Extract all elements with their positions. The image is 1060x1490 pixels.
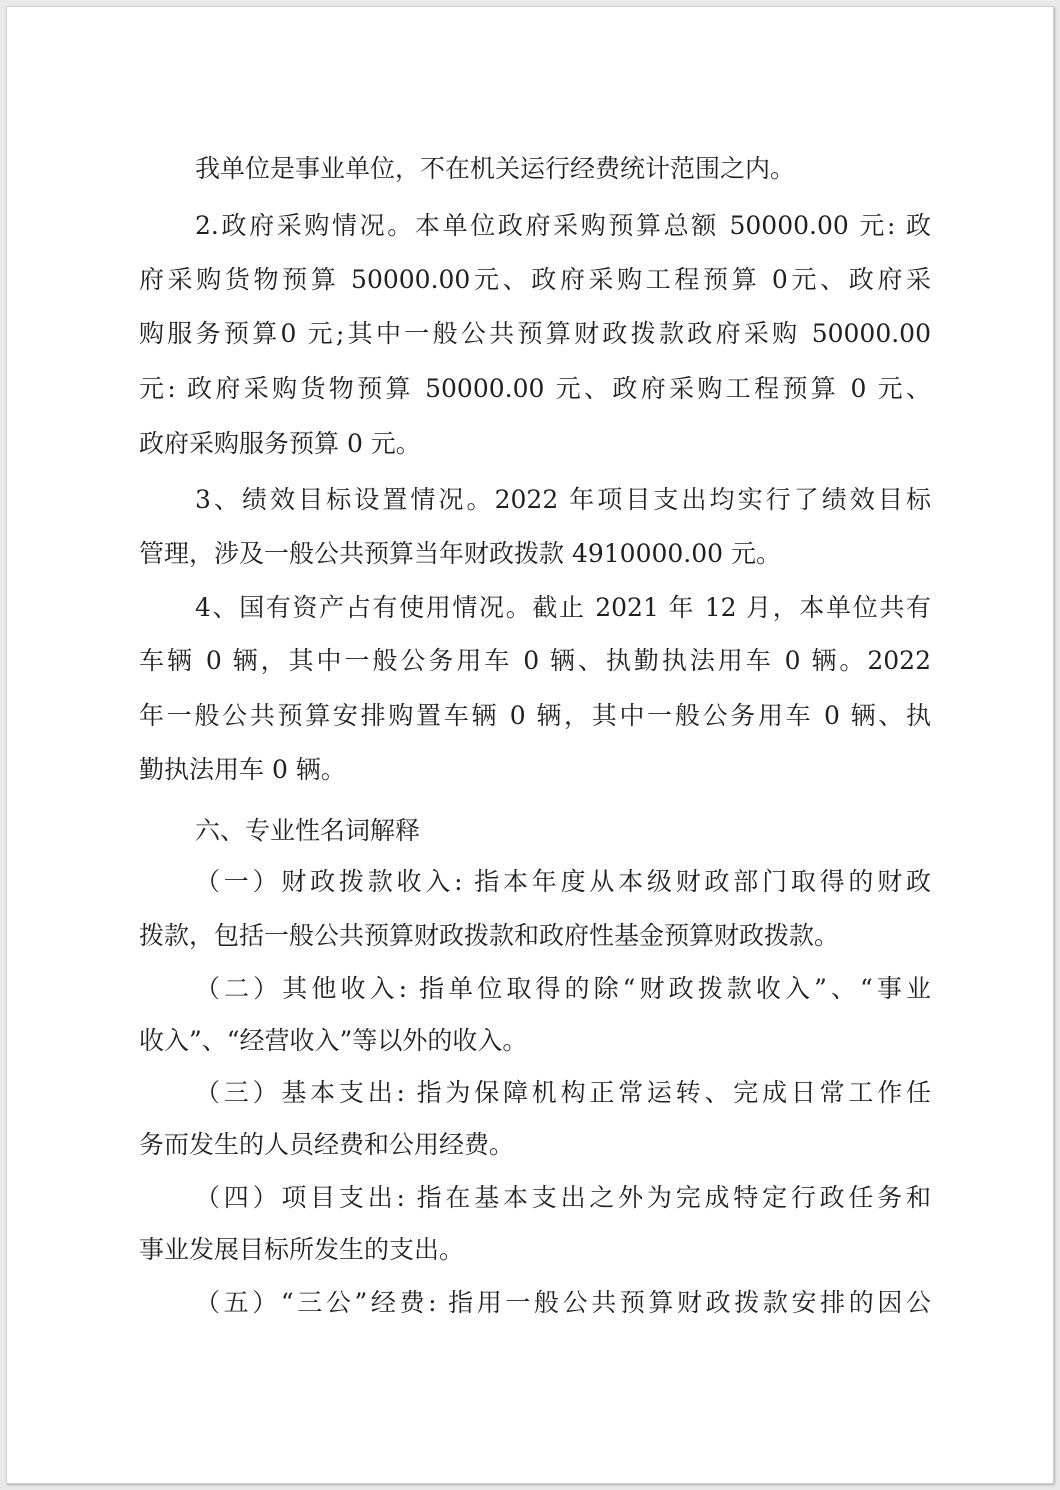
text-line: 收入”、“经营收入”等以外的收入。	[139, 1026, 528, 1055]
text-line: 3、绩效目标设置情况。2022 年项目支出均实行了绩效目标	[195, 485, 931, 514]
text-line: 4、国有资产占有使用情况。截止 2021 年 12 月，本单位共有	[195, 593, 931, 622]
text-line: 购服务预算0 元;其中一般公共预算财政拨款政府采购 50000.00	[139, 319, 931, 348]
section-heading: 六、专业性名词解释	[195, 816, 421, 845]
text-line: （五）“三公”经费: 指用一般公共预算财政拨款安排的因公	[195, 1288, 931, 1317]
text-line: 车辆 0 辆，其中一般公务用车 0 辆、执勤执法用车 0 辆。2022	[139, 646, 931, 675]
text-line: （一）财政拨款收入: 指本年度从本级财政部门取得的财政	[195, 867, 931, 896]
text-line: 我单位是事业单位，不在机关运行经费统计范围之内。	[195, 154, 796, 183]
text-line: 2.政府采购情况。本单位政府采购预算总额 50000.00 元: 政	[195, 211, 931, 240]
text-line: 元: 政府采购货物预算 50000.00 元、政府采购工程预算 0 元、	[139, 374, 931, 403]
text-line: 管理，涉及一般公共预算当年财政拨款 4910000.00 元。	[139, 539, 781, 568]
text-line: 府采购货物预算 50000.00元、政府采购工程预算 0元、政府采	[139, 265, 931, 294]
text-line: 政府采购服务预算 0 元。	[139, 429, 421, 458]
text-line: 务而发生的人员经费和公用经费。	[139, 1130, 515, 1159]
document-page	[6, 6, 1054, 1484]
text-line: 拨款，包括一般公共预算财政拨款和政府性基金预算财政拨款。	[139, 921, 840, 950]
text-line: 年一般公共预算安排购置车辆 0 辆，其中一般公务用车 0 辆、执	[139, 701, 931, 730]
text-line: （三）基本支出: 指为保障机构正常运转、完成日常工作任	[195, 1078, 931, 1107]
text-line: （二）其他收入: 指单位取得的除“财政拨款收入”、“事业	[195, 974, 931, 1003]
text-line: （四）项目支出: 指在基本支出之外为完成特定行政任务和	[195, 1183, 931, 1212]
text-line: 事业发展目标所发生的支出。	[139, 1235, 465, 1264]
text-line: 勤执法用车 0 辆。	[139, 755, 346, 784]
